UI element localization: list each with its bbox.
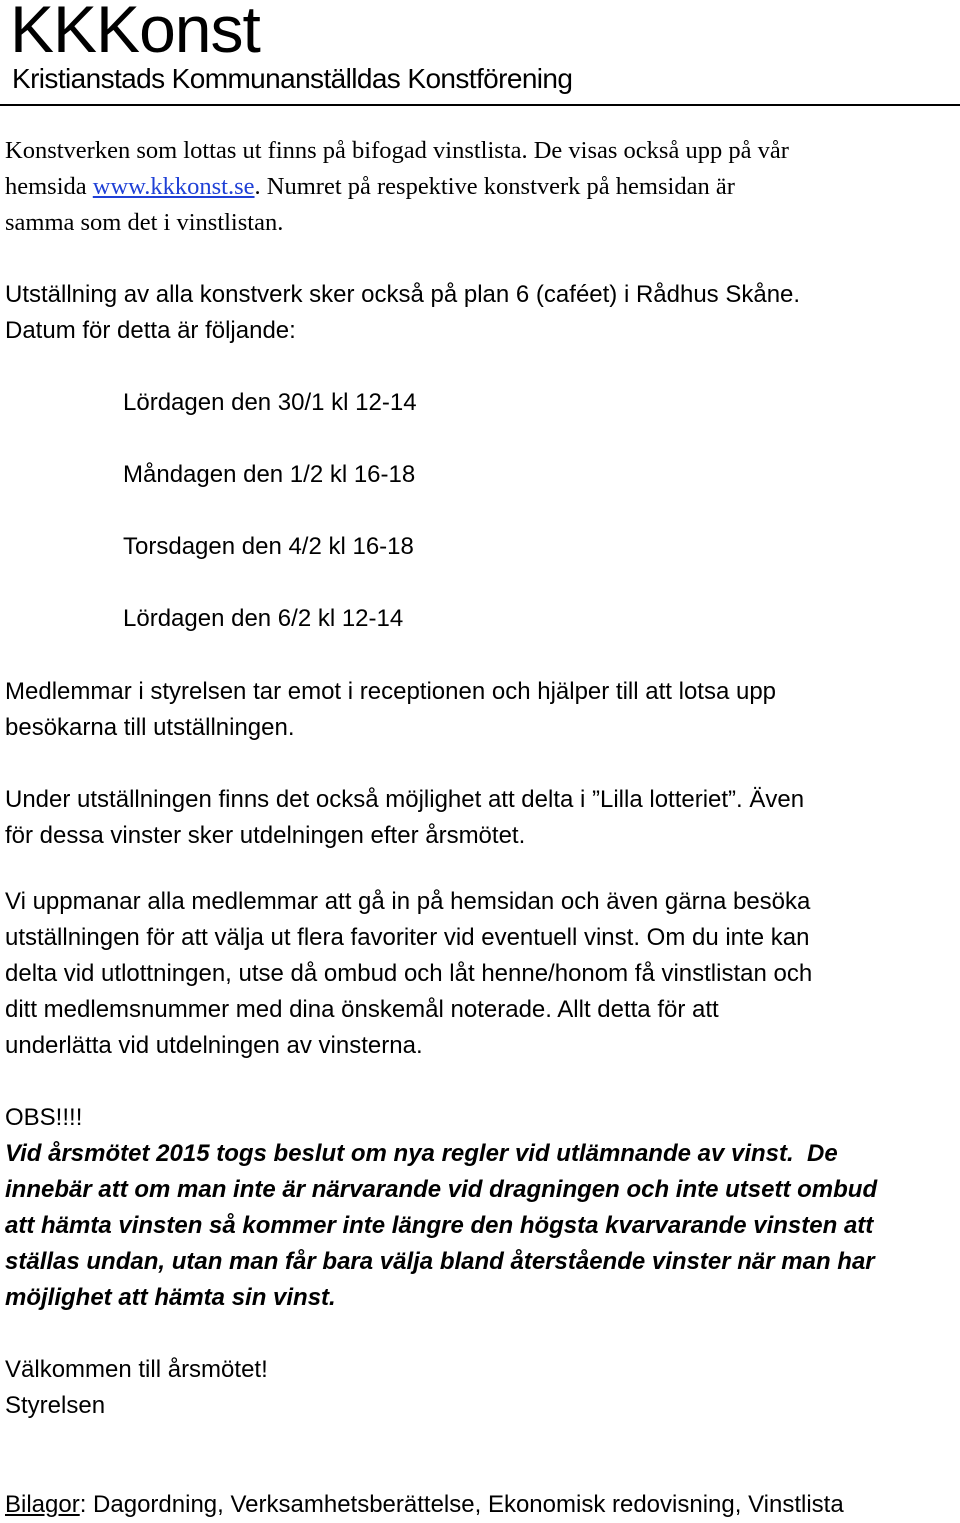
date-item: Lördagen den 6/2 kl 12-14 bbox=[123, 605, 404, 632]
obs-notice bbox=[5, 1136, 955, 1316]
obs-line-5: möjlighet att hämta sin vinst. bbox=[5, 1284, 336, 1311]
lottery-paragraph bbox=[5, 782, 955, 854]
members-paragraph bbox=[5, 674, 955, 746]
intro-line-2 bbox=[5, 169, 955, 205]
letterhead bbox=[0, 0, 960, 106]
closing-section bbox=[5, 1352, 955, 1424]
obs-section bbox=[5, 1100, 955, 1316]
appeal-line-5: underlätta vid utdelningen av vinsterna. bbox=[5, 1032, 423, 1059]
obs-line-3: att hämta vinsten så kommer inte längre den högsta kvarvarande vinsten att bbox=[5, 1212, 874, 1239]
exhibition-line-2: Datum för detta är följande: bbox=[5, 317, 296, 344]
obs-line-1: Vid årsmötet 2015 togs beslut om nya regler vid utlämnande av vinst. De bbox=[5, 1140, 838, 1167]
members-line-1: Medlemmar i styrelsen tar emot i receptionen och hjälper till att lotsa upp bbox=[5, 678, 777, 705]
exhibition-paragraph bbox=[5, 277, 955, 349]
attachments-label: Bilagor bbox=[5, 1491, 80, 1518]
intro-paragraph bbox=[5, 133, 955, 241]
obs-line-4: ställas undan, utan man får bara välja bland återstående vinster när man har bbox=[5, 1248, 875, 1275]
obs-label: OBS!!!! bbox=[5, 1104, 83, 1131]
signature: Styrelsen bbox=[5, 1392, 106, 1419]
obs-line-2: innebär att om man inte är närvarande vid dragningen och inte utsett ombud bbox=[5, 1176, 878, 1203]
appeal-line-4: ditt medlemsnummer med dina önskemål noterade. Allt detta för att bbox=[5, 996, 719, 1023]
attachments-colon: : bbox=[79, 1491, 87, 1518]
appeal-line-2: utställningen för att välja ut flera favoriter vid eventuell vinst. Om du inte kan bbox=[5, 924, 810, 951]
date-list bbox=[5, 367, 955, 655]
lottery-line-1: Under utställningen finns det också möjlighet att delta i ”Lilla lotteriet”. Även bbox=[5, 786, 805, 813]
welcome-text: Välkommen till årsmötet! bbox=[5, 1356, 268, 1383]
logo-subtitle: Kristianstads Kommunanställdas Konstförening bbox=[12, 63, 573, 94]
date-item: Måndagen den 1/2 kl 16-18 bbox=[123, 461, 416, 488]
intro-line-3: samma som det i vinstlistan. bbox=[5, 209, 284, 236]
date-item: Torsdagen den 4/2 kl 16-18 bbox=[123, 533, 414, 560]
date-item: Lördagen den 30/1 kl 12-14 bbox=[123, 389, 417, 416]
intro-line-2-post: . Numret på respektive konstverk på hemsidan är bbox=[254, 173, 735, 200]
attachments-list: Dagordning, Verksamhetsberättelse, Ekonomisk redovisning, Vinstlista bbox=[86, 1491, 844, 1518]
intro-line-1: Konstverken som lottas ut finns på bifogad vinstlista. De visas också upp på vår bbox=[5, 137, 789, 164]
intro-line-2-pre: hemsida bbox=[5, 173, 93, 200]
attachments-line bbox=[5, 1487, 955, 1523]
lottery-line-2: för dessa vinster sker utdelningen efter årsmötet. bbox=[5, 822, 526, 849]
exhibition-line-1: Utställning av alla konstverk sker också på plan 6 (caféet) i Rådhus Skåne. bbox=[5, 281, 801, 308]
members-line-2: besökarna till utställningen. bbox=[5, 714, 295, 741]
appeal-line-1: Vi uppmanar alla medlemmar att gå in på hemsidan och även gärna besöka bbox=[5, 888, 811, 915]
letter-body bbox=[5, 133, 955, 1523]
logo-title: KKKonst bbox=[10, 0, 260, 66]
appeal-line-3: delta vid utlottningen, utse då ombud och låt henne/honom få vinstlistan och bbox=[5, 960, 813, 987]
website-link[interactable]: www.kkkonst.se bbox=[92, 173, 255, 200]
appeal-paragraph bbox=[5, 884, 955, 1064]
